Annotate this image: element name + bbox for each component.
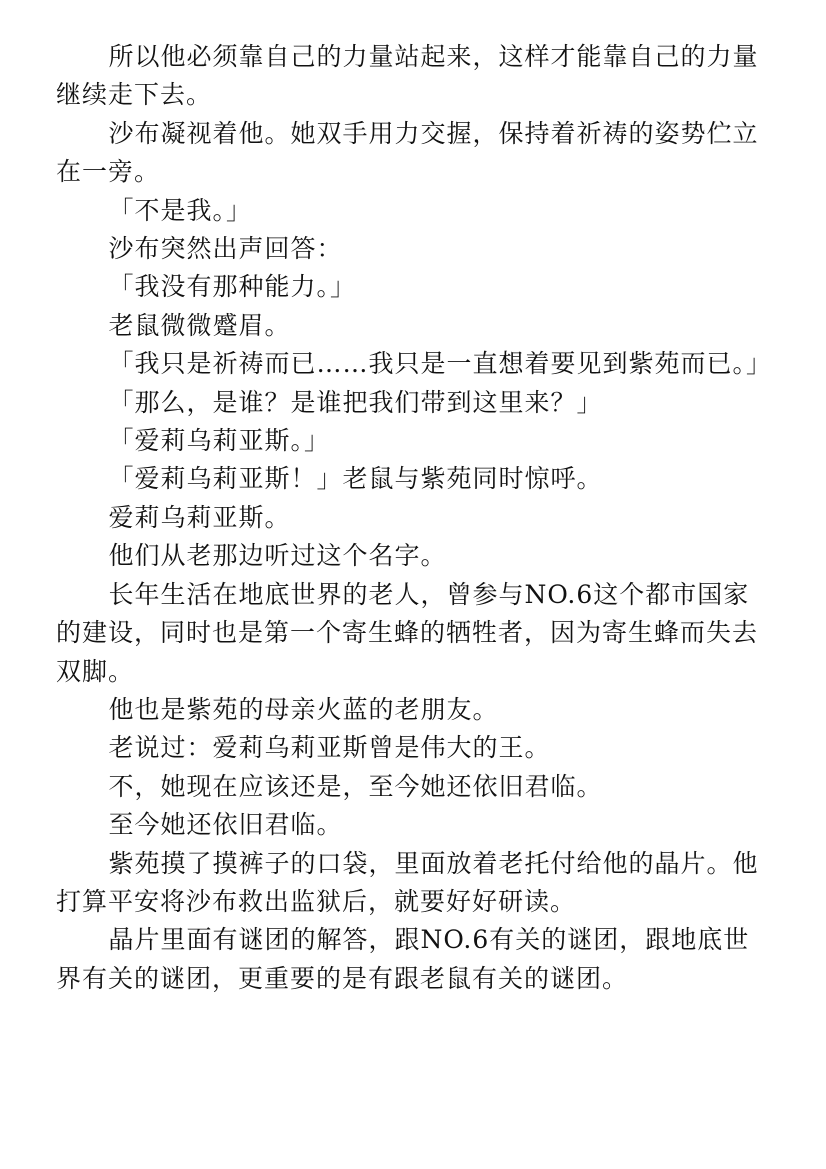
paragraph: 紫苑摸了摸裤子的口袋，里面放着老托付给他的晶片。他打算平安将沙布救出监狱后，就要好好研读。	[56, 848, 759, 916]
paragraph: 「我只是祈祷而已……我只是一直想着要见到紫苑而已。」	[108, 349, 773, 379]
paragraph: 「不是我。」	[108, 195, 253, 225]
paragraph: 晶片里面有谜团的解答，跟NO.6有关的谜团，跟地底世界有关的谜团，更重要的是有跟老鼠有关的谜团。	[56, 925, 750, 993]
paragraph: 他们从老那边听过这个名字。	[108, 541, 447, 571]
paragraph: 老鼠微微蹙眉。	[108, 310, 291, 340]
document-page	[56, 38, 773, 998]
paragraph: 长年生活在地底世界的老人，曾参与NO.6这个都市国家的建设，同时也是第一个寄生蜂的牺牲者，因为寄生蜂而失去双脚。	[56, 579, 759, 686]
paragraph: 「那么，是谁？是谁把我们带到这里来？」	[108, 387, 603, 417]
paragraph: 「爱莉乌莉亚斯。」	[108, 426, 331, 456]
paragraph: 爱莉乌莉亚斯。	[108, 502, 291, 532]
paragraph: 「爱莉乌莉亚斯！」老鼠与紫苑同时惊呼。	[108, 464, 603, 494]
paragraph: 他也是紫苑的母亲火蓝的老朋友。	[108, 694, 499, 724]
paragraph: 沙布凝视着他。她双手用力交握，保持着祈祷的姿势伫立在一旁。	[56, 118, 759, 187]
paragraph: 老说过：爱莉乌莉亚斯曾是伟大的王。	[108, 733, 551, 763]
paragraph: 沙布突然出声回答：	[108, 234, 343, 264]
paragraph: 不，她现在应该还是，至今她还依旧君临。	[108, 771, 603, 801]
paragraph: 至今她还依旧君临。	[108, 810, 343, 840]
paragraph: 所以他必须靠自己的力量站起来，这样才能靠自己的力量继续走下去。	[56, 42, 759, 110]
paragraph: 「我没有那种能力。」	[108, 272, 357, 302]
